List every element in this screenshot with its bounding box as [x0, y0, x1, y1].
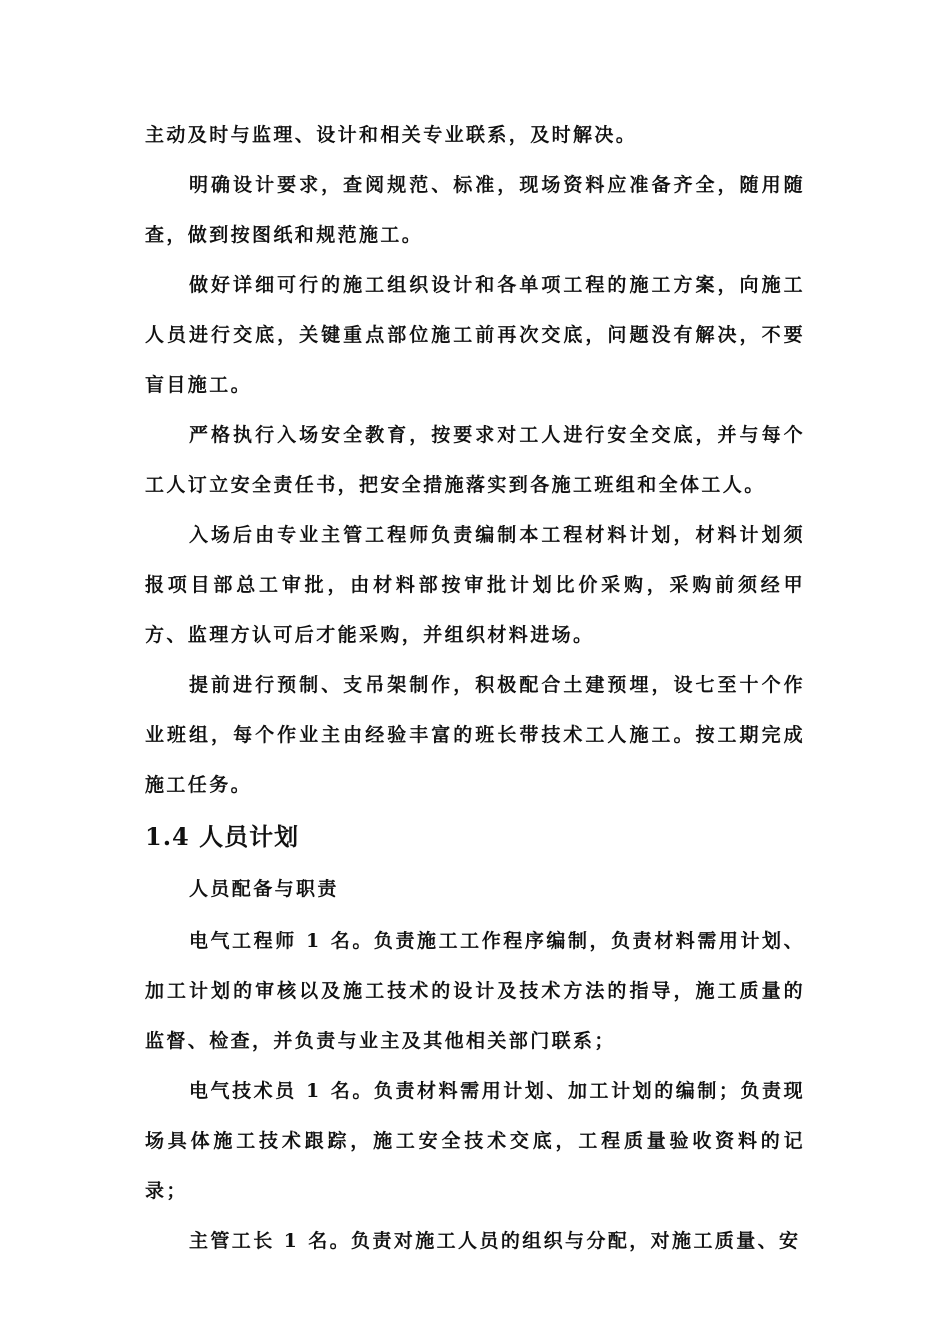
paragraph-safety-education: 严格执行入场安全教育，按要求对工人进行安全交底，并与每个工人订立安全责任书，把安全措施落实到各施工班组和全体工人。 — [145, 424, 805, 496]
subheading: 人员配备与职责 — [189, 878, 339, 900]
paragraph-design-requirements: 明确设计要求，查阅规范、标准，现场资料应准备齐全，随用随查，做到按图纸和规范施工。 — [145, 174, 805, 246]
document-page — [145, 110, 805, 1266]
paragraph-electrical-technician: 电气技术员 1 名。负责材料需用计划、加工计划的编制；负责现场具体施工技术跟踪，施工安全技术交底，工程质量验收资料的记录； — [145, 1080, 805, 1202]
paragraph-contact: 主动及时与监理、设计和相关专业联系，及时解决。 — [145, 124, 638, 146]
paragraph-material-plan: 入场后由专业主管工程师负责编制本工程材料计划，材料计划须报项目部总工审批，由材料部按审批计划比价采购，采购前须经甲方、监理方认可后才能采购，并组织材料进场。 — [145, 524, 805, 646]
paragraph-prefabrication: 提前进行预制、支吊架制作，积极配合土建预埋，设七至十个作业班组，每个作业主由经验丰富的班长带技术工人施工。按工期完成施工任务。 — [145, 674, 805, 796]
paragraph-electrical-engineer: 电气工程师 1 名。负责施工工作程序编制，负责材料需用计划、加工计划的审核以及施工技术的设计及技术方法的指导，施工质量的监督、检查，并负责与业主及其他相关部门联系； — [145, 930, 805, 1052]
paragraph-construction-plan: 做好详细可行的施工组织设计和各单项工程的施工方案，向施工人员进行交底，关键重点部位施工前再次交底，问题没有解决，不要盲目施工。 — [145, 274, 805, 396]
section-heading: 1.4 人员计划 — [145, 822, 300, 851]
paragraph-foreman: 主管工长 1 名。负责对施工人员的组织与分配，对施工质量、安 — [189, 1230, 801, 1252]
